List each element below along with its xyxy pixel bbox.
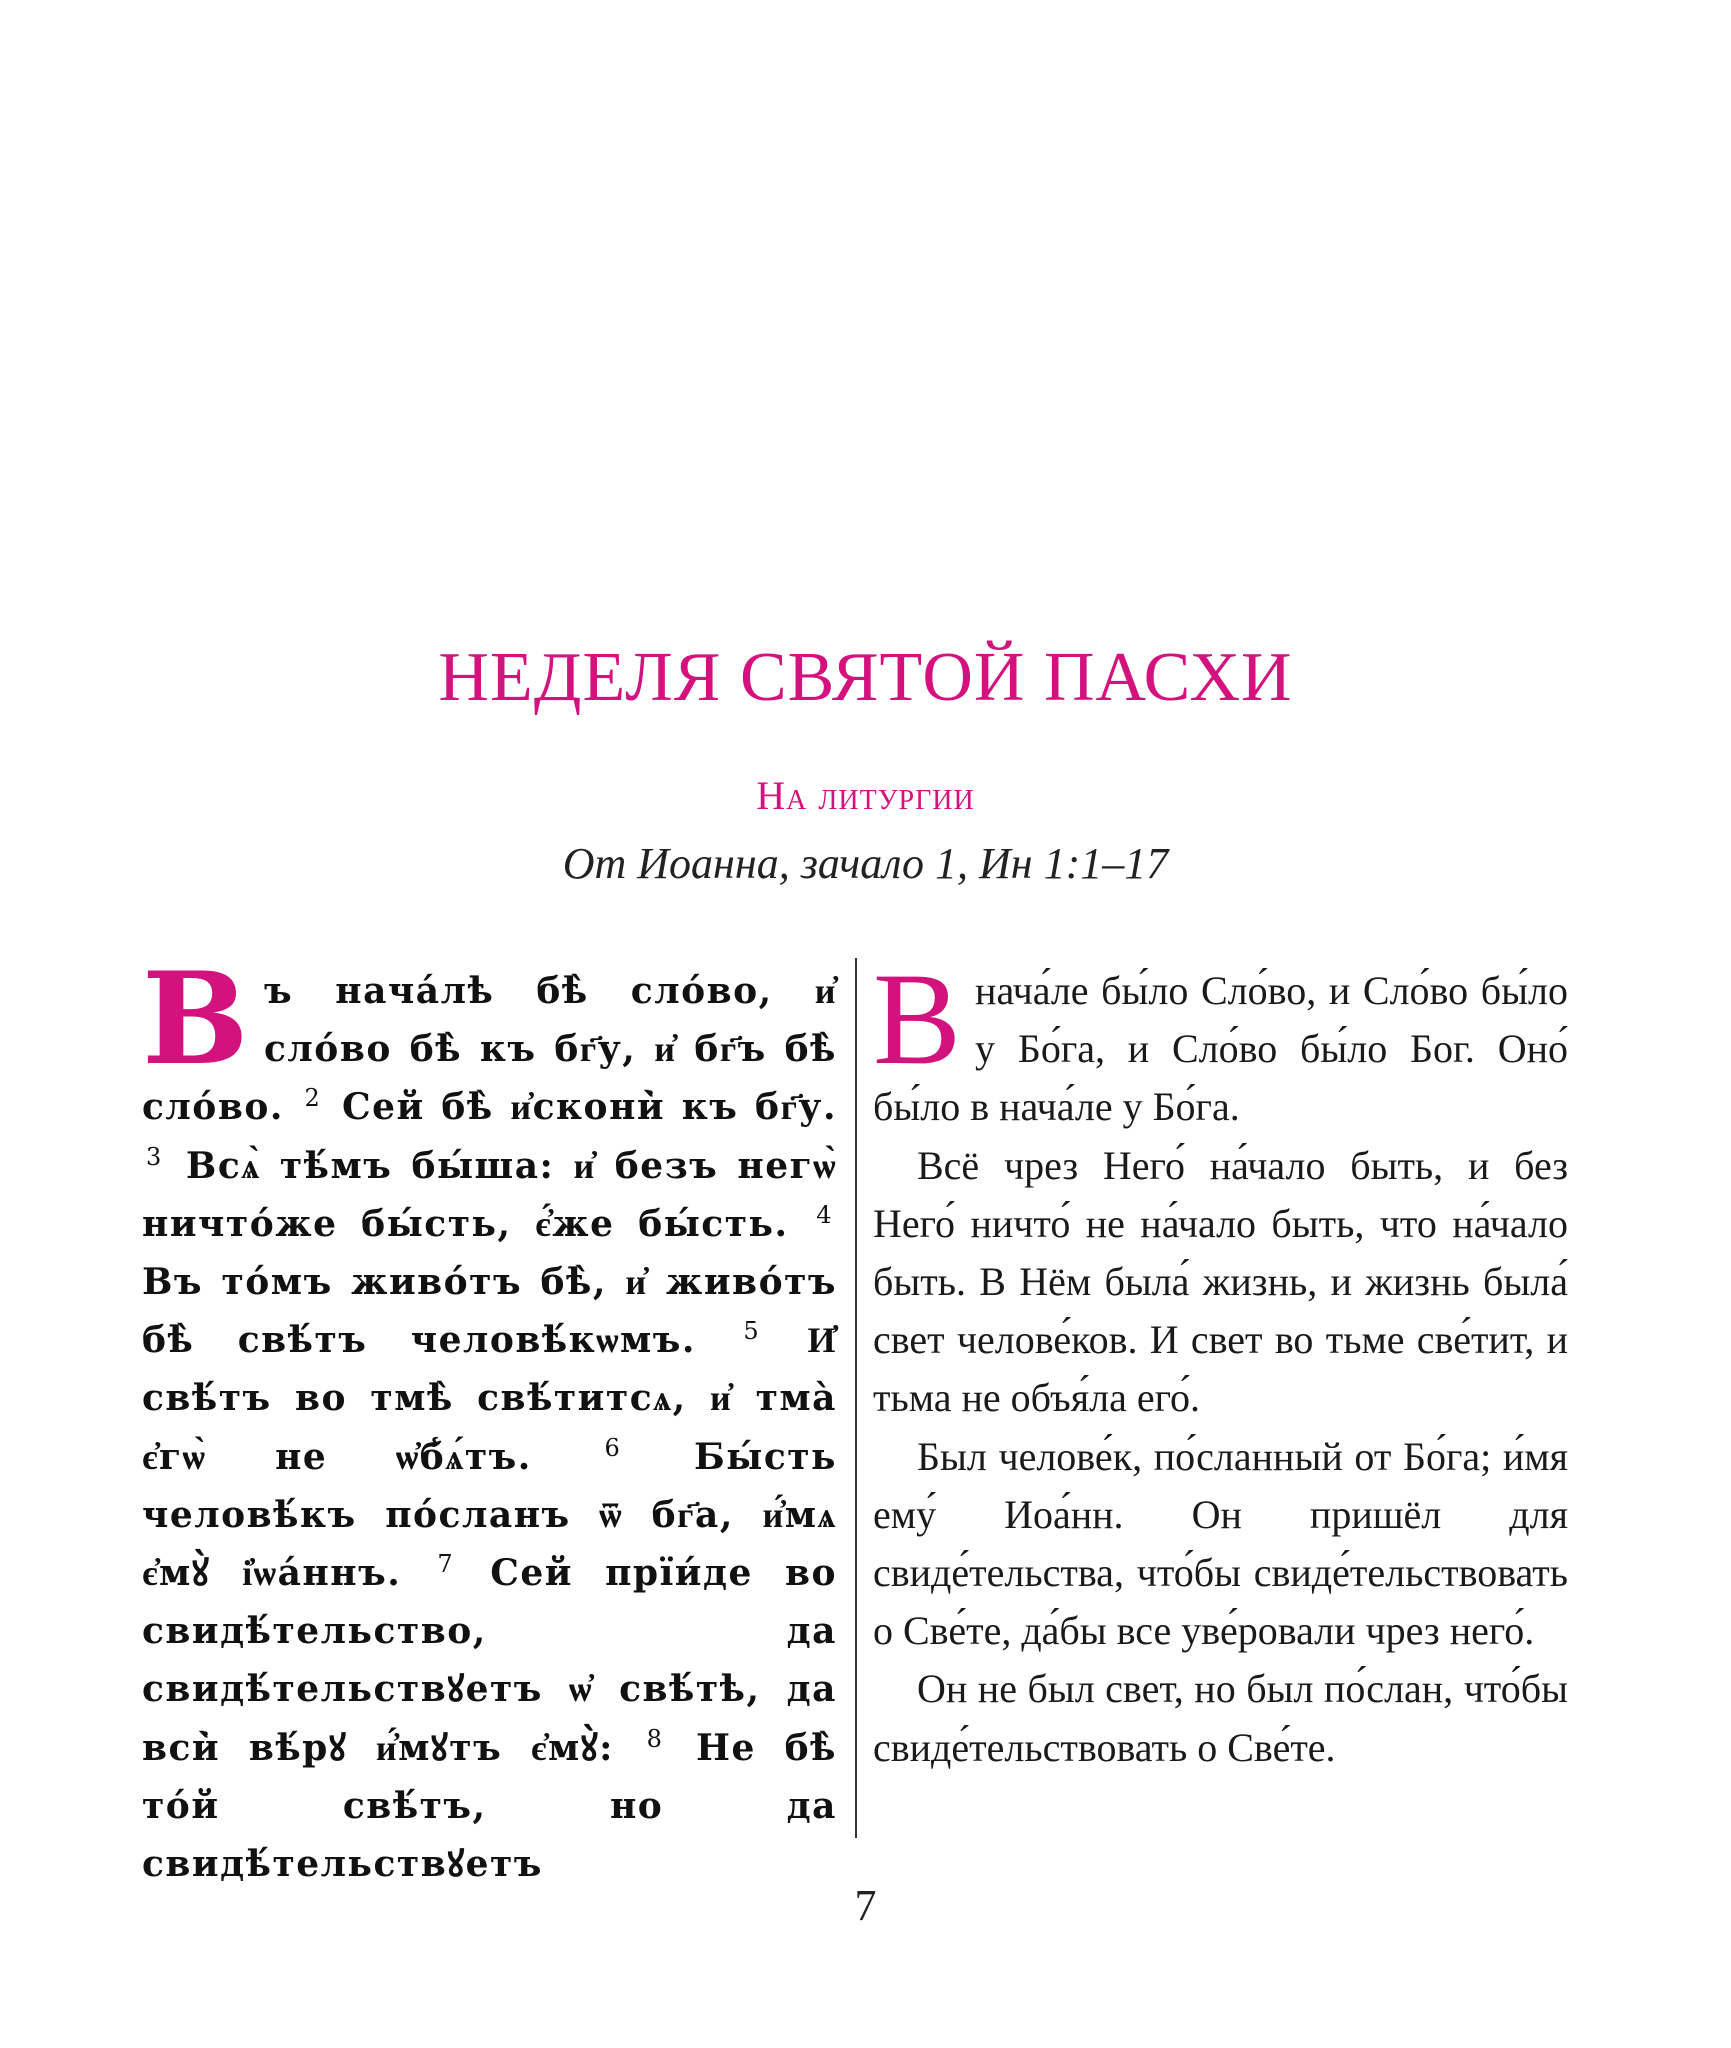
drop-cap-initial: В xyxy=(142,945,250,1093)
verse-number: 5 xyxy=(743,1317,761,1346)
page-number: 7 xyxy=(854,1881,877,1930)
verse-number: 3 xyxy=(146,1142,163,1171)
verse-text: Сей прїи́де во свидѣ́тельство, да свидѣ́тельствꙋетъ ѡ҆ свѣ́тѣ, да вси̇̀ вѣ́рꙋ и҆́мꙋтъ є҆мꙋ̀: xyxy=(142,1552,837,1769)
verse-number: 4 xyxy=(816,1200,833,1229)
verse-number: 2 xyxy=(304,1084,322,1113)
russian-paragraph: Всё чрез Него́ на́чало быть, и без Него́ ничто́ не на́чало быть, что на́чало быть. В Нём была́ жизнь, и жизнь была́ свет челове́ков. И свет во тьме све́тит, и тьма не объя́ла его́. xyxy=(873,1142,1568,1421)
column-divider xyxy=(855,958,857,1838)
paragraph-text: нача́ле бы́ло Сло́во, и Сло́во бы́ло у Бо́га, и Сло́во бы́ло Бог. Оно́ бы́ло в нача́ле у Бо́га. xyxy=(873,968,1568,1130)
verse-number: 6 xyxy=(604,1433,622,1462)
reading-reference: От Иоанна, зачало 1, Ин 1:1–17 xyxy=(562,839,1169,888)
verse-number: 7 xyxy=(437,1550,455,1579)
verse-text: Всѧ̀ тѣ́мъ бы́ша: и҆ безъ негѡ̀ ничто́же бы́сть, є҆́же бы́сть. xyxy=(142,1144,837,1245)
verse-number: 8 xyxy=(646,1724,664,1753)
verse-text: Въ то́мъ живо́тъ бѣ̀, и҆ живо́тъ бѣ̀ свѣ́тъ человѣ́кѡмъ. xyxy=(142,1261,837,1362)
church-slavonic-column xyxy=(142,945,837,1893)
page-title: НЕДЕЛЯ СВЯТОЙ ПАСХИ xyxy=(438,639,1293,716)
russian-column xyxy=(873,945,1568,1777)
russian-paragraph xyxy=(873,945,1568,1137)
russian-paragraph: Он не был свет, но был по́слан, что́бы свиде́тельствовать о Све́те. xyxy=(873,1666,1568,1770)
russian-paragraph: Был челове́к, по́сланный от Бо́га; и́мя ему́ Иоа́нн. Он пришёл для свиде́тельства, что́бы свиде́тельствовать о Све́те, да́бы все уве́ровали чрез него́. xyxy=(873,1433,1568,1654)
verse-text: Бы́сть человѣ́къ по́сланъ ѿ бг҃а, и҆́мѧ є҆мꙋ̀ і҆ѡа́ннъ. xyxy=(142,1435,837,1595)
verse-text: Не бѣ̀ то́й свѣ́тъ, но да свидѣ́тельствꙋетъ xyxy=(142,1726,837,1886)
verse-text: И҆ свѣ́тъ во тмѣ̀ свѣ́титсѧ, и҆ тма̀ є҆гѡ̀ не ѡ҆б̾ѧ́тъ. xyxy=(142,1319,837,1478)
church-slavonic-text xyxy=(142,945,837,1893)
service-subtitle: На литургии xyxy=(756,773,975,818)
verse-text: ъ нача́лѣ бѣ̀ сло́во, и҆ сло́во бѣ̀ къ бг҃у, и҆ бг҃ъ бѣ̀ сло́во. xyxy=(142,970,837,1129)
drop-cap-initial: В xyxy=(873,945,962,1092)
verse-text: Сей бѣ̀ и҆скони̇̀ къ бг҃у. xyxy=(342,1086,837,1129)
